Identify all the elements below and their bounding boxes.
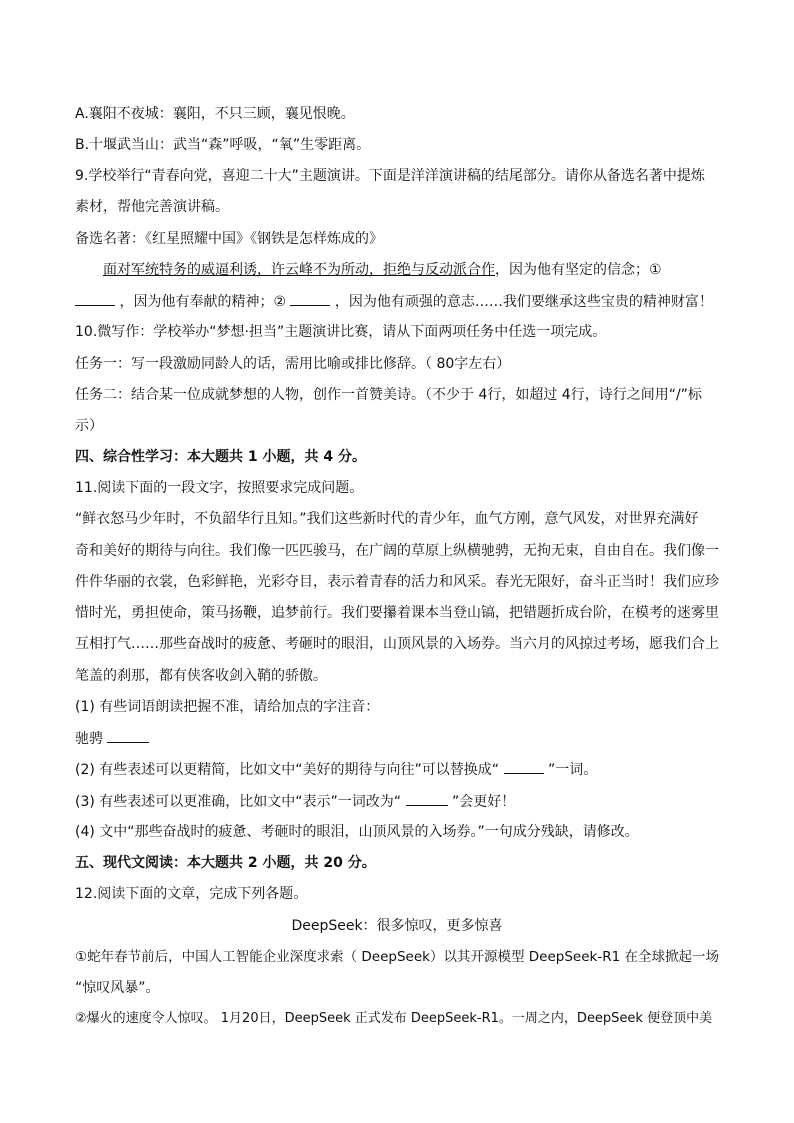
article-para-1-line1: ①蛇年春节前后，中国人工智能企业深度求索（ DeepSeek）以其开源模型 DeepSeek-R1 在全球掀起一场 (75, 949, 719, 965)
article-title: DeepSeek：很多惊叹，更多惊喜 (291, 918, 503, 934)
passage-line-5: 互相打气……那些奋战时的疲惫、考砸时的眼泪，山顶风景的入场券。当六月的风掠过考场，愿我们合上 (75, 636, 719, 652)
subq-4: (4) 文中“那些奋战时的疲惫、考砸时的眼泪，山顶风景的入场券。”一句成分残缺，请修改。 (75, 824, 639, 840)
subq-1-answer (75, 728, 149, 749)
blank-better-word[interactable] (406, 791, 448, 806)
option-b: B.十堰武当山：武当“森”呼吸，“氧”生零距离。 (75, 137, 371, 153)
q10-stem: 10.微写作：学校举办“梦想·担当”主题演讲比赛，请从下面两项任务中任选一项完成。 (75, 324, 607, 340)
q11-stem: 11.阅读下面的一段文字，按照要求完成问题。 (75, 480, 364, 496)
subq-3 (75, 791, 515, 812)
blank-pinyin[interactable] (107, 728, 149, 743)
q9-stem-line2: 素材，帮他完善演讲稿。 (75, 199, 229, 215)
subq-3-end: ”会更好！ (451, 794, 516, 810)
subq-2-text: (2) 有些表述可以更精简，比如文中“美好的期待与向往”可以替换成“ (75, 762, 500, 778)
speech-part-b: ，因为他有顽强的意志……我们要继承这些宝贵的精神财富！ (334, 294, 713, 310)
subq-2-end: ”一词。 (547, 762, 598, 778)
passage-line-6: 笔盖的刹那，都有侠客收剑入鞘的骄傲。 (75, 668, 327, 684)
speech-part-a: ，因为他有奉献的精神；② (119, 294, 287, 310)
option-a: A.襄阳不夜城：襄阳，不只三顾，襄见恨晚。 (75, 106, 355, 122)
blank-2[interactable] (290, 291, 330, 306)
blank-1[interactable] (75, 291, 115, 306)
section-five-heading: 五、现代文阅读：本大题共 2 小题，共 20 分。 (75, 855, 376, 871)
passage-line-2: 奇和美好的期待与向往。我们像一匹匹骏马，在广阔的草原上纵横驰骋，无拘无束，自由自在。我们像一 (75, 543, 719, 559)
q12-stem: 12.阅读下面的文章，完成下列各题。 (75, 886, 308, 902)
q9-speech-line2 (75, 291, 713, 312)
speech-rest: ，因为他有坚定的信念；① (495, 262, 662, 278)
task-two-line2: 示） (75, 418, 103, 434)
subq-1: (1) 有些词语朗读把握不准，请给加点的字注音： (75, 699, 380, 715)
underlined-example: 面对军统特务的威逼利诱，许云峰不为所动，拒绝与反动派合作 (103, 262, 495, 278)
article-para-1-line2: “惊叹风暴”。 (75, 980, 160, 996)
blank-replace-word[interactable] (504, 759, 544, 774)
passage-line-3: 件件华丽的衣裳，色彩鲜艳，光彩夺目，表示着青春的活力和风采。春光无限好，奋斗正当时！我们应珍 (75, 574, 719, 590)
task-one: 任务一：写一段激励同龄人的话，需用比喻或排比修辞。（ 80字左右） (75, 356, 511, 372)
q9-speech-line1 (103, 260, 662, 280)
passage-line-1: “鲜衣怒马少年时，不负韶华行且知。”我们这些新时代的青少年，血气方刚，意气风发，对世界充满好 (75, 511, 699, 527)
passage-line-4: 惜时光，勇担使命，策马扬鞭，追梦前行。我们要攥着课本当登山镐，把错题折成台阶，在模考的迷雾里 (75, 605, 719, 621)
subq-3-text: (3) 有些表述可以更准确，比如文中“表示”一词改为“ (75, 794, 402, 810)
section-four-heading: 四、综合性学习：本大题共 1 小题，共 4 分。 (75, 449, 366, 465)
task-two-line1: 任务二：结合某一位成就梦想的人物，创作一首赞美诗。（不少于 4行，如超过 4行，诗行之间用“/”标 (75, 387, 702, 403)
article-para-2-line1: ②爆火的速度令人惊叹。 1月20日，DeepSeek 正式发布 DeepSeek-R1。一周之内，DeepSeek 便登顶中美 (75, 1011, 713, 1026)
q9-books: 备选名著：《红星照耀中国》《钢铁是怎样炼成的》 (75, 231, 383, 247)
subq-2 (75, 759, 597, 780)
word-chicheng: 驰骋 (75, 731, 103, 747)
q9-stem-line1: 9.学校举行“青春向党，喜迎二十大”主题演讲。下面是洋洋演讲稿的结尾部分。请你从备选名著中提炼 (75, 168, 705, 184)
